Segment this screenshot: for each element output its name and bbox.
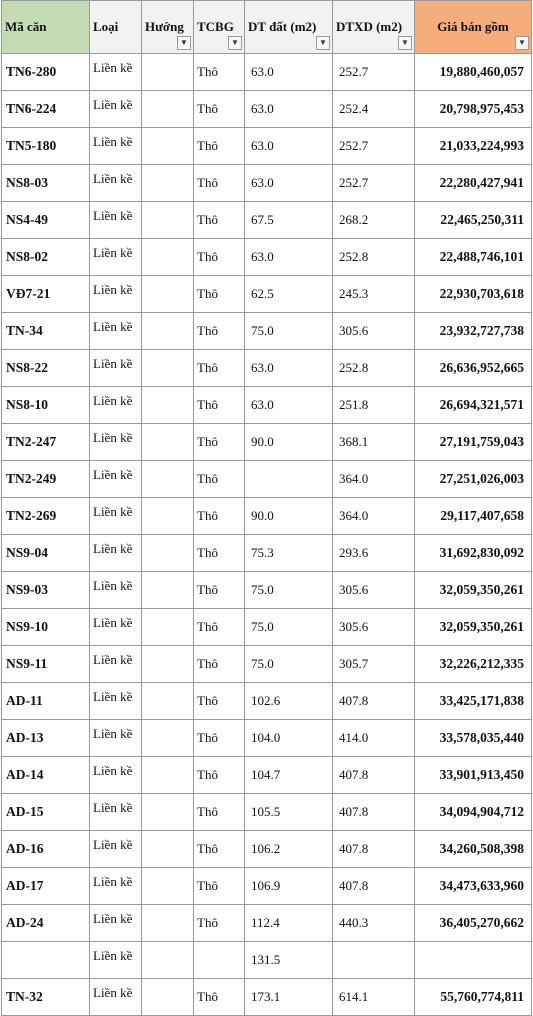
cell-price[interactable]: 34,094,904,712 xyxy=(415,794,532,831)
cell-type[interactable]: Liền kề xyxy=(90,868,142,905)
cell-land-area[interactable]: 104.0 xyxy=(245,720,333,757)
cell-type[interactable]: Liền kề xyxy=(90,794,142,831)
cell-tcbg[interactable]: Thô xyxy=(194,387,245,424)
cell-build-area[interactable]: 293.6 xyxy=(333,535,415,572)
cell-price[interactable]: 19,880,460,057 xyxy=(415,54,532,91)
cell-type[interactable]: Liền kề xyxy=(90,979,142,1016)
cell-type[interactable]: Liền kề xyxy=(90,276,142,313)
cell-direction[interactable] xyxy=(142,646,194,683)
cell-direction[interactable] xyxy=(142,202,194,239)
cell-tcbg[interactable]: Thô xyxy=(194,794,245,831)
cell-build-area[interactable]: 407.8 xyxy=(333,794,415,831)
cell-tcbg[interactable]: Thô xyxy=(194,91,245,128)
cell-type[interactable]: Liền kề xyxy=(90,165,142,202)
cell-land-area[interactable]: 75.3 xyxy=(245,535,333,572)
cell-code[interactable]: NS8-22 xyxy=(2,350,90,387)
cell-build-area[interactable]: 368.1 xyxy=(333,424,415,461)
cell-code[interactable]: AD-16 xyxy=(2,831,90,868)
cell-build-area[interactable]: 364.0 xyxy=(333,498,415,535)
cell-price[interactable]: 21,033,224,993 xyxy=(415,128,532,165)
cell-land-area[interactable]: 67.5 xyxy=(245,202,333,239)
cell-price[interactable]: 29,117,407,658 xyxy=(415,498,532,535)
cell-price[interactable]: 32,059,350,261 xyxy=(415,609,532,646)
cell-price[interactable]: 23,932,727,738 xyxy=(415,313,532,350)
cell-build-area[interactable]: 440.3 xyxy=(333,905,415,942)
cell-type[interactable]: Liền kề xyxy=(90,683,142,720)
cell-tcbg[interactable]: Thô xyxy=(194,831,245,868)
cell-type[interactable]: Liền kề xyxy=(90,831,142,868)
col-header-type-label: Loại xyxy=(93,19,119,34)
cell-type[interactable]: Liền kề xyxy=(90,757,142,794)
cell-build-area[interactable]: 407.8 xyxy=(333,683,415,720)
cell-type[interactable]: Liền kề xyxy=(90,424,142,461)
cell-build-area[interactable]: 305.6 xyxy=(333,572,415,609)
table-row xyxy=(2,91,532,128)
cell-tcbg[interactable]: Thô xyxy=(194,54,245,91)
cell-code[interactable]: AD-24 xyxy=(2,905,90,942)
cell-price[interactable]: 33,578,035,440 xyxy=(415,720,532,757)
col-header-land-area[interactable] xyxy=(245,1,333,54)
cell-price[interactable]: 22,488,746,101 xyxy=(415,239,532,276)
cell-land-area[interactable]: 63.0 xyxy=(245,387,333,424)
cell-type[interactable]: Liền kề xyxy=(90,128,142,165)
cell-tcbg[interactable]: Thô xyxy=(194,979,245,1016)
cell-tcbg[interactable]: Thô xyxy=(194,720,245,757)
filter-dropdown-icon[interactable]: ▼ xyxy=(177,36,191,50)
cell-code[interactable]: TN2-247 xyxy=(2,424,90,461)
cell-build-area[interactable]: 252.7 xyxy=(333,165,415,202)
table-row xyxy=(2,646,532,683)
table-row xyxy=(2,905,532,942)
cell-land-area[interactable]: 102.6 xyxy=(245,683,333,720)
cell-code[interactable]: TN-32 xyxy=(2,979,90,1016)
cell-code[interactable]: TN6-224 xyxy=(2,91,90,128)
table-body xyxy=(2,54,532,1016)
cell-direction[interactable] xyxy=(142,794,194,831)
price-table xyxy=(1,0,532,1016)
table-row xyxy=(2,683,532,720)
cell-type[interactable]: Liền kề xyxy=(90,646,142,683)
cell-direction[interactable] xyxy=(142,905,194,942)
cell-price[interactable]: 32,059,350,261 xyxy=(415,572,532,609)
cell-type[interactable]: Liền kề xyxy=(90,202,142,239)
cell-price[interactable]: 34,473,633,960 xyxy=(415,868,532,905)
cell-build-area[interactable]: 305.6 xyxy=(333,313,415,350)
table-row xyxy=(2,609,532,646)
col-header-build-area-label: DTXD (m2) xyxy=(336,19,403,34)
cell-code[interactable]: NS8-02 xyxy=(2,239,90,276)
cell-build-area[interactable] xyxy=(333,942,415,979)
cell-type[interactable]: Liền kề xyxy=(90,905,142,942)
cell-tcbg[interactable]: Thô xyxy=(194,165,245,202)
cell-type[interactable]: Liền kề xyxy=(90,720,142,757)
cell-price[interactable]: 33,901,913,450 xyxy=(415,757,532,794)
table-row xyxy=(2,979,532,1016)
col-header-build-area[interactable] xyxy=(333,1,415,54)
cell-tcbg[interactable]: Thô xyxy=(194,276,245,313)
cell-tcbg[interactable]: Thô xyxy=(194,202,245,239)
cell-direction[interactable] xyxy=(142,91,194,128)
cell-price[interactable]: 55,760,774,811 xyxy=(415,979,532,1016)
cell-direction[interactable] xyxy=(142,831,194,868)
cell-type[interactable]: Liền kề xyxy=(90,91,142,128)
cell-type[interactable]: Liền kề xyxy=(90,350,142,387)
cell-land-area[interactable]: 90.0 xyxy=(245,498,333,535)
table-row xyxy=(2,868,532,905)
cell-land-area[interactable]: 63.0 xyxy=(245,165,333,202)
table-row xyxy=(2,498,532,535)
cell-direction[interactable] xyxy=(142,128,194,165)
cell-price[interactable]: 26,636,952,665 xyxy=(415,350,532,387)
table-row xyxy=(2,276,532,313)
col-header-tcbg[interactable] xyxy=(194,1,245,54)
table-row xyxy=(2,461,532,498)
cell-land-area[interactable]: 63.0 xyxy=(245,54,333,91)
cell-type[interactable]: Liền kề xyxy=(90,313,142,350)
cell-direction[interactable] xyxy=(142,461,194,498)
cell-type[interactable]: Liền kề xyxy=(90,498,142,535)
cell-tcbg[interactable]: Thô xyxy=(194,868,245,905)
cell-build-area[interactable]: 252.8 xyxy=(333,239,415,276)
filter-dropdown-icon[interactable]: ▼ xyxy=(398,36,412,50)
cell-code[interactable]: TN-34 xyxy=(2,313,90,350)
table-row xyxy=(2,757,532,794)
filter-dropdown-icon[interactable]: ▼ xyxy=(228,36,242,50)
cell-code[interactable]: AD-13 xyxy=(2,720,90,757)
cell-land-area[interactable]: 104.7 xyxy=(245,757,333,794)
cell-direction[interactable] xyxy=(142,757,194,794)
cell-type[interactable]: Liền kề xyxy=(90,535,142,572)
cell-price[interactable]: 36,405,270,662 xyxy=(415,905,532,942)
cell-price[interactable]: 20,798,975,453 xyxy=(415,91,532,128)
cell-direction[interactable] xyxy=(142,720,194,757)
table-row xyxy=(2,572,532,609)
col-header-price-label: Giá bán gồm xyxy=(437,19,509,34)
cell-code[interactable]: NS9-11 xyxy=(2,646,90,683)
cell-land-area[interactable]: 112.4 xyxy=(245,905,333,942)
cell-build-area[interactable]: 252.4 xyxy=(333,91,415,128)
cell-tcbg[interactable]: Thô xyxy=(194,646,245,683)
table-row xyxy=(2,239,532,276)
cell-land-area[interactable]: 106.2 xyxy=(245,831,333,868)
cell-code[interactable]: VĐ7-21 xyxy=(2,276,90,313)
table-row xyxy=(2,202,532,239)
cell-code[interactable]: TN5-180 xyxy=(2,128,90,165)
cell-direction[interactable] xyxy=(142,165,194,202)
cell-type[interactable]: Liền kề xyxy=(90,239,142,276)
cell-direction[interactable] xyxy=(142,572,194,609)
cell-code[interactable]: TN2-269 xyxy=(2,498,90,535)
cell-price[interactable]: 34,260,508,398 xyxy=(415,831,532,868)
cell-direction[interactable] xyxy=(142,498,194,535)
cell-build-area[interactable]: 252.7 xyxy=(333,128,415,165)
col-header-land-area-label: DT đất (m2) xyxy=(248,19,317,34)
cell-type[interactable]: Liền kề xyxy=(90,942,142,979)
cell-code[interactable]: AD-11 xyxy=(2,683,90,720)
cell-direction[interactable] xyxy=(142,979,194,1016)
cell-land-area[interactable]: 63.0 xyxy=(245,128,333,165)
cell-build-area[interactable]: 268.2 xyxy=(333,202,415,239)
cell-tcbg[interactable]: Thô xyxy=(194,535,245,572)
cell-land-area[interactable]: 90.0 xyxy=(245,424,333,461)
cell-land-area[interactable]: 63.0 xyxy=(245,350,333,387)
col-header-direction-label: Hướng xyxy=(145,19,184,34)
cell-build-area[interactable]: 252.7 xyxy=(333,54,415,91)
cell-land-area[interactable]: 75.0 xyxy=(245,572,333,609)
cell-type[interactable]: Liền kề xyxy=(90,54,142,91)
cell-direction[interactable] xyxy=(142,868,194,905)
cell-code[interactable]: TN6-280 xyxy=(2,54,90,91)
cell-land-area[interactable]: 105.5 xyxy=(245,794,333,831)
cell-build-area[interactable]: 364.0 xyxy=(333,461,415,498)
cell-land-area[interactable]: 75.0 xyxy=(245,646,333,683)
cell-tcbg[interactable]: Thô xyxy=(194,683,245,720)
cell-tcbg[interactable]: Thô xyxy=(194,572,245,609)
cell-type[interactable]: Liền kề xyxy=(90,572,142,609)
cell-land-area[interactable]: 63.0 xyxy=(245,239,333,276)
cell-code[interactable]: TN2-249 xyxy=(2,461,90,498)
cell-land-area[interactable]: 62.5 xyxy=(245,276,333,313)
cell-direction[interactable] xyxy=(142,942,194,979)
table-row xyxy=(2,794,532,831)
cell-tcbg[interactable]: Thô xyxy=(194,757,245,794)
table-row xyxy=(2,535,532,572)
cell-price[interactable]: 33,425,171,838 xyxy=(415,683,532,720)
cell-build-area[interactable]: 407.8 xyxy=(333,831,415,868)
table-row xyxy=(2,313,532,350)
cell-direction[interactable] xyxy=(142,350,194,387)
cell-build-area[interactable]: 305.7 xyxy=(333,646,415,683)
cell-price[interactable]: 27,251,026,003 xyxy=(415,461,532,498)
cell-type[interactable]: Liền kề xyxy=(90,609,142,646)
cell-build-area[interactable]: 305.6 xyxy=(333,609,415,646)
cell-build-area[interactable]: 407.8 xyxy=(333,757,415,794)
header-row xyxy=(2,1,532,54)
cell-build-area[interactable]: 245.3 xyxy=(333,276,415,313)
cell-code[interactable]: NS4-49 xyxy=(2,202,90,239)
cell-tcbg[interactable]: Thô xyxy=(194,905,245,942)
col-header-code-label: Mã căn xyxy=(5,19,47,34)
col-header-direction[interactable] xyxy=(142,1,194,54)
table-row xyxy=(2,720,532,757)
cell-land-area[interactable]: 106.9 xyxy=(245,868,333,905)
cell-tcbg[interactable]: Thô xyxy=(194,424,245,461)
cell-code[interactable]: NS9-03 xyxy=(2,572,90,609)
cell-direction[interactable] xyxy=(142,535,194,572)
cell-tcbg[interactable]: Thô xyxy=(194,128,245,165)
cell-build-area[interactable]: 252.8 xyxy=(333,350,415,387)
cell-tcbg[interactable]: Thô xyxy=(194,313,245,350)
cell-direction[interactable] xyxy=(142,276,194,313)
cell-type[interactable]: Liền kề xyxy=(90,461,142,498)
cell-tcbg[interactable] xyxy=(194,942,245,979)
cell-land-area[interactable]: 75.0 xyxy=(245,313,333,350)
cell-direction[interactable] xyxy=(142,313,194,350)
cell-price[interactable] xyxy=(415,942,532,979)
table-row xyxy=(2,942,532,979)
cell-tcbg[interactable]: Thô xyxy=(194,609,245,646)
table-row xyxy=(2,387,532,424)
filter-dropdown-icon[interactable]: ▼ xyxy=(515,36,529,50)
table-row xyxy=(2,831,532,868)
cell-build-area[interactable]: 614.1 xyxy=(333,979,415,1016)
table-row xyxy=(2,54,532,91)
cell-direction[interactable] xyxy=(142,54,194,91)
cell-tcbg[interactable]: Thô xyxy=(194,461,245,498)
cell-direction[interactable] xyxy=(142,424,194,461)
cell-code[interactable]: AD-14 xyxy=(2,757,90,794)
cell-direction[interactable] xyxy=(142,683,194,720)
cell-direction[interactable] xyxy=(142,239,194,276)
cell-land-area[interactable]: 173.1 xyxy=(245,979,333,1016)
cell-code[interactable]: NS8-03 xyxy=(2,165,90,202)
cell-code[interactable] xyxy=(2,942,90,979)
cell-direction[interactable] xyxy=(142,609,194,646)
cell-price[interactable]: 32,226,212,335 xyxy=(415,646,532,683)
cell-land-area[interactable]: 131.5 xyxy=(245,942,333,979)
cell-land-area[interactable]: 75.0 xyxy=(245,609,333,646)
cell-price[interactable]: 31,692,830,092 xyxy=(415,535,532,572)
cell-type[interactable]: Liền kề xyxy=(90,387,142,424)
col-header-price[interactable] xyxy=(415,1,532,54)
col-header-code[interactable] xyxy=(2,1,90,54)
table-row xyxy=(2,350,532,387)
table-row xyxy=(2,424,532,461)
cell-code[interactable]: AD-17 xyxy=(2,868,90,905)
cell-price[interactable]: 22,280,427,941 xyxy=(415,165,532,202)
table-row xyxy=(2,128,532,165)
cell-build-area[interactable]: 414.0 xyxy=(333,720,415,757)
col-header-tcbg-label: TCBG xyxy=(197,19,234,34)
cell-build-area[interactable]: 251.8 xyxy=(333,387,415,424)
col-header-type[interactable] xyxy=(90,1,142,54)
cell-price[interactable]: 22,930,703,618 xyxy=(415,276,532,313)
cell-direction[interactable] xyxy=(142,387,194,424)
filter-dropdown-icon[interactable]: ▼ xyxy=(316,36,330,50)
cell-code[interactable]: NS8-10 xyxy=(2,387,90,424)
cell-price[interactable]: 26,694,321,571 xyxy=(415,387,532,424)
cell-price[interactable]: 22,465,250,311 xyxy=(415,202,532,239)
cell-build-area[interactable]: 407.8 xyxy=(333,868,415,905)
cell-code[interactable]: NS9-04 xyxy=(2,535,90,572)
cell-code[interactable]: AD-15 xyxy=(2,794,90,831)
cell-code[interactable]: NS9-10 xyxy=(2,609,90,646)
cell-land-area[interactable]: 63.0 xyxy=(245,91,333,128)
cell-tcbg[interactable]: Thô xyxy=(194,498,245,535)
cell-tcbg[interactable]: Thô xyxy=(194,239,245,276)
cell-land-area[interactable] xyxy=(245,461,333,498)
cell-price[interactable]: 27,191,759,043 xyxy=(415,424,532,461)
cell-tcbg[interactable]: Thô xyxy=(194,350,245,387)
table-row xyxy=(2,165,532,202)
